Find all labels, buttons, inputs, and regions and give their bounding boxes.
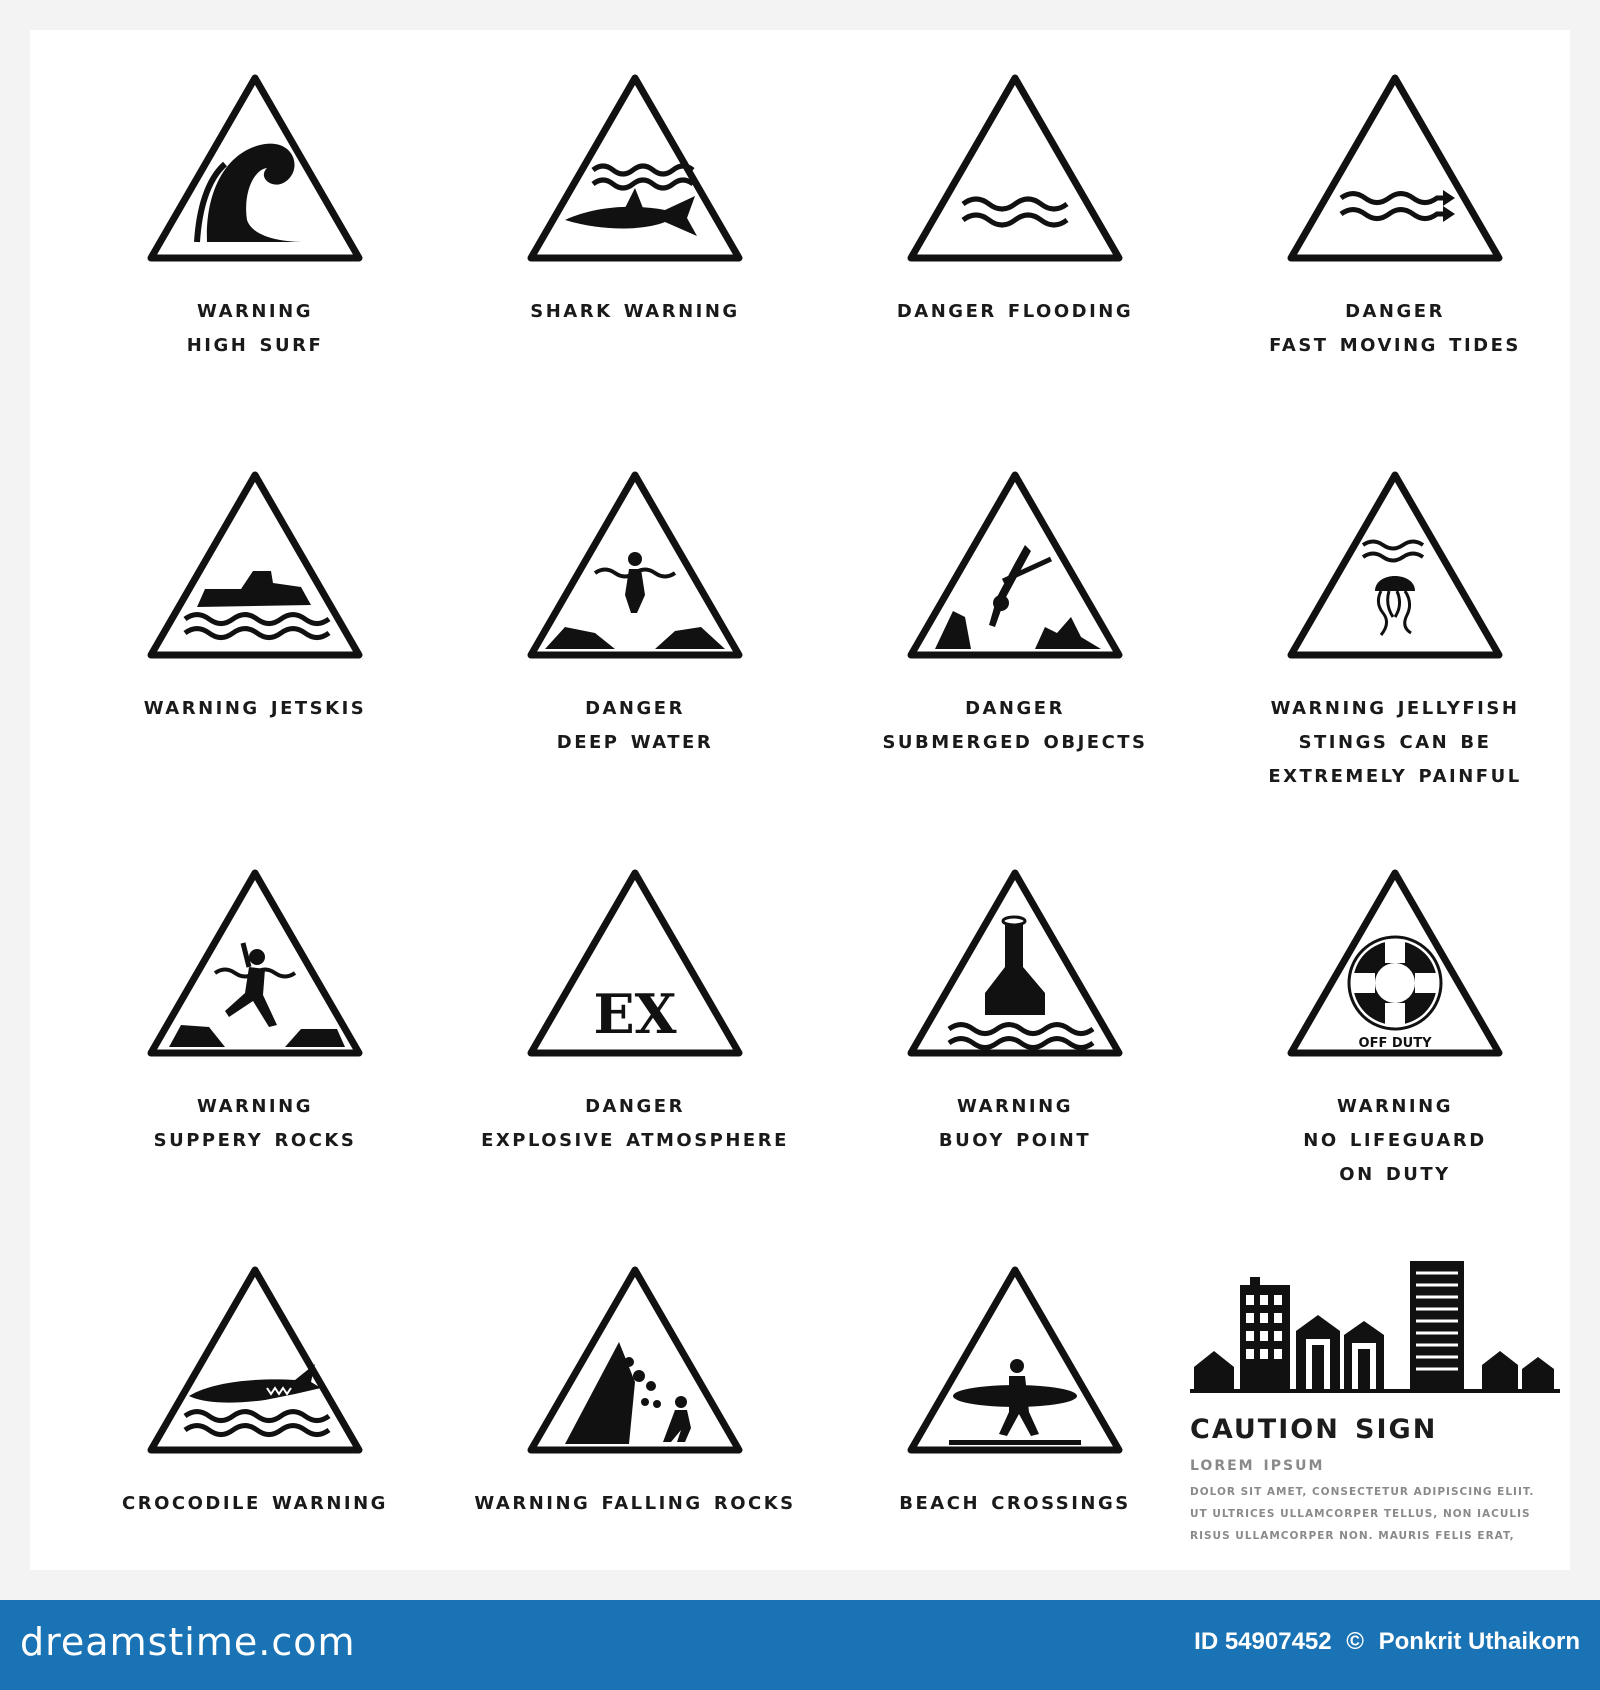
copyright-icon: © [1346,1628,1364,1655]
sign-danger-flooding [835,30,1195,430]
caption-line: warning falling rocks [474,1486,796,1515]
sign-explosive-atmosphere [455,825,815,1225]
caption-line: warning [197,1089,313,1118]
sign-caption [835,1484,1195,1518]
deep-water-swimmer-icon [525,467,745,663]
caption-line: danger [585,1089,685,1118]
author-name: Ponkrit Uthaikorn [1378,1628,1580,1655]
caption-line: warning jellyfish [1270,691,1520,720]
buoy-icon [905,865,1125,1061]
caption-line: warning [957,1089,1073,1118]
watermark-footer-bar [0,1600,1600,1690]
caption-line: crocodile warning [122,1486,388,1515]
ex-text-icon [525,865,745,1061]
sign-caption [1215,689,1575,791]
brand-body [1190,1481,1570,1547]
sign-caption [455,689,815,757]
sign-slippery-rocks [75,825,435,1225]
off-duty-label: OFF DUTY [1358,1036,1432,1051]
surfer-crossing-icon [905,1262,1125,1458]
sign-caption [75,689,435,723]
lifebuoy-icon [1285,865,1505,1061]
caption-line: submerged objects [882,725,1148,754]
caption-line: warning [197,294,313,323]
sign-beach-crossings [835,1222,1195,1622]
sign-caption [75,292,435,360]
brand-block [1190,1255,1570,1555]
sign-buoy-point [835,825,1195,1225]
jetski-icon [145,467,365,663]
sign-jellyfish [1215,427,1575,827]
city-skyline-icon [1190,1255,1570,1395]
sign-caption [1215,1087,1575,1189]
sign-high-surf [75,30,435,430]
caption-line: shark warning [530,294,740,323]
jellyfish-icon [1285,467,1505,663]
sign-submerged-objects [835,427,1195,827]
caption-line: beach crossings [899,1486,1131,1515]
sign-falling-rocks [455,1222,815,1622]
sign-caption [75,1087,435,1155]
caption-line: danger flooding [896,294,1134,323]
caption-line: danger [965,691,1065,720]
sign-caption [455,292,815,326]
caption-line: danger [585,691,685,720]
caption-line: stings can be [1298,725,1492,754]
brand-title: caution sign [1190,1403,1438,1447]
caption-line: warning [1337,1089,1453,1118]
caption-line: explosive atmosphere [481,1123,789,1152]
image-id: ID 54907452 [1194,1628,1332,1655]
sign-deep-water [455,427,815,827]
brand-body-line: UT ULTRICES ULLAMCORPER TELLUS, NON IACULIS [1190,1508,1531,1520]
dreamstime-logo[interactable]: dreamstime.com [20,1620,356,1664]
sign-no-lifeguard [1215,825,1575,1225]
caption-line: warning jetskis [143,691,367,720]
sign-caption [455,1484,815,1518]
image-credit [1186,1628,1580,1656]
caption-line: suppery rocks [153,1123,357,1152]
sign-caption [835,689,1195,757]
caption-line: fast moving tides [1269,328,1521,357]
sign-caption [455,1087,815,1155]
sign-caption [1215,292,1575,360]
caption-line: buoy point [938,1123,1092,1152]
sign-warning-jetskis [75,427,435,827]
sign-caption [75,1484,435,1518]
slipping-person-icon [145,865,365,1061]
caption-line: no lifeguard [1303,1123,1487,1152]
brand-body-line: DOLOR SIT AMET, CONSECTETUR ADIPISCING ELIIT. [1190,1486,1535,1498]
caption-line: danger [1345,294,1445,323]
sign-crocodile-warning [75,1222,435,1622]
crocodile-icon [145,1262,365,1458]
flood-icon [905,70,1125,266]
caption-line: on duty [1339,1157,1451,1186]
sign-shark-warning [455,30,815,430]
sign-caption [835,1087,1195,1155]
ex-label: EX [593,982,677,1046]
shark-icon [525,70,745,266]
caption-line: extremely painful [1268,759,1522,788]
sign-caption [835,292,1195,326]
wave-icon [145,70,365,266]
tide-arrows-icon [1285,70,1505,266]
brand-subtitle: lorem ipsum [1190,1451,1325,1475]
diver-rocks-icon [905,467,1125,663]
falling-rocks-icon [525,1262,745,1458]
caption-line: deep water [556,725,714,754]
brand-body-line: RISUS ULLAMCORPER NON. MAURIS FELIS ERAT, [1190,1530,1515,1542]
caption-line: high surf [186,328,324,357]
image-sheet [30,30,1570,1570]
sign-fast-moving-tides [1215,30,1575,430]
